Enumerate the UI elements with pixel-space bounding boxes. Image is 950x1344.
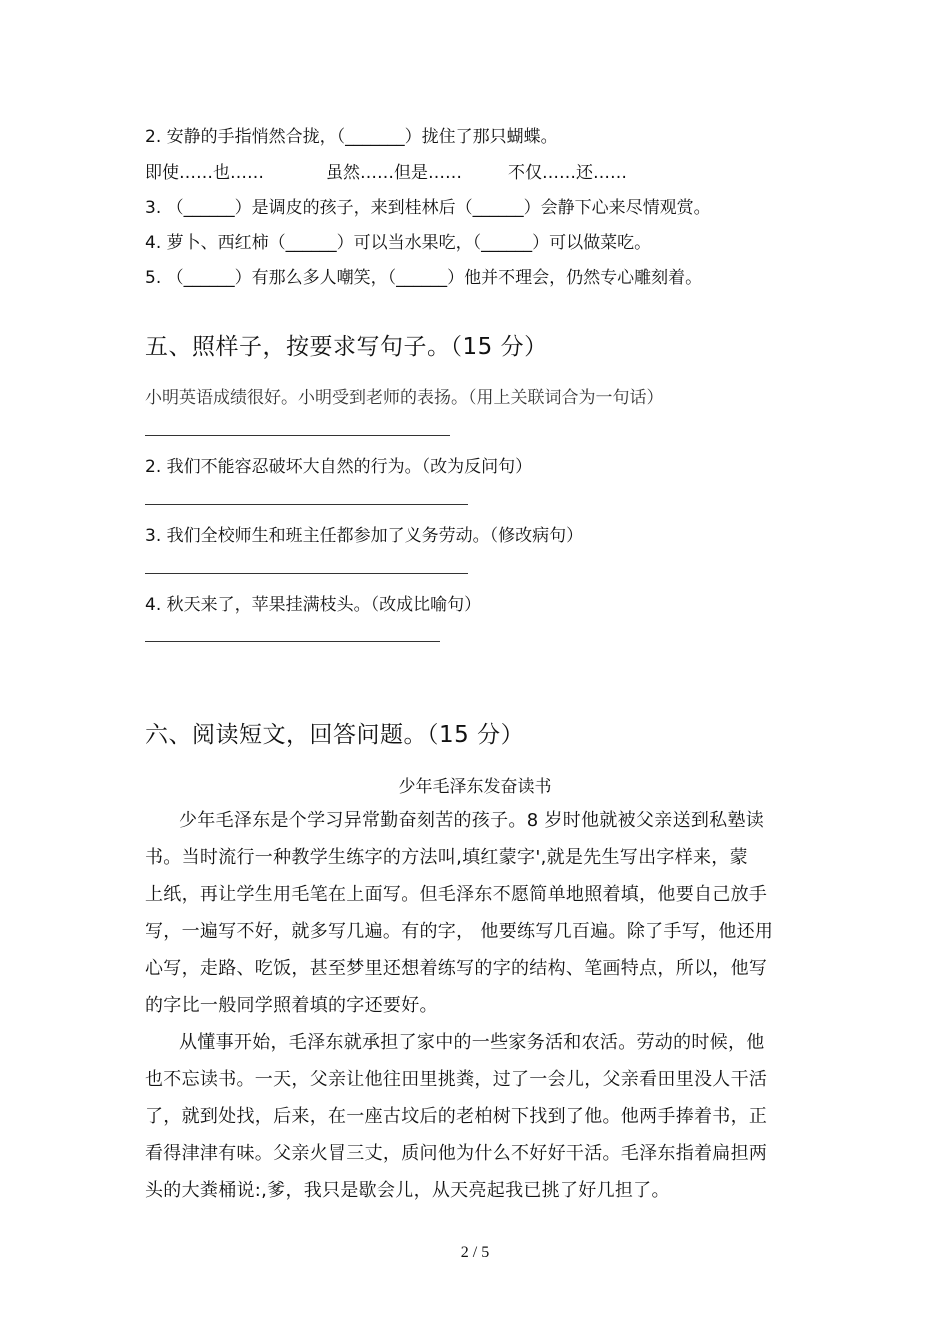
question-5-1: 小明英语成绩很好。小明受到老师的表扬。（用上关联词合为一句话） xyxy=(145,388,664,408)
conjunction-option-1: 即使……也…… xyxy=(145,163,264,183)
section-5-heading: 五、照样子，按要求写句子。（15 分） xyxy=(145,334,548,360)
article-line-7: 从懂事开始，毛泽东就承担了家中的一些家务活和农活。劳动的时候，他 xyxy=(179,1032,765,1053)
article-line-6: 的字比一般同学照着填的字还要好。 xyxy=(145,995,438,1016)
question-4-4: 4. 萝卜、西红柿（______）可以当水果吃，（______）可以做菜吃。 xyxy=(145,233,652,253)
conjunction-option-3: 不仅……还…… xyxy=(508,163,627,183)
page-number: 2 / 5 xyxy=(460,1244,490,1261)
article-line-5: 心写，走路、吃饭，甚至梦里还想着练写的字的结构、笔画特点，所以，他写 xyxy=(145,958,768,979)
article-line-2: 书。当时流行一种教学生练字的方法叫,填红蒙字',就是先生写出字样来，蒙 xyxy=(145,847,748,868)
question-4-5: 5. （______）有那么多人嘲笑，（______）他并不理会，仍然专心雕刻着。 xyxy=(145,268,703,288)
answer-line-5-2[interactable] xyxy=(145,504,468,505)
conjunction-option-2: 虽然……但是…… xyxy=(326,163,462,183)
article-line-10: 看得津津有味。父亲火冒三丈，质问他为什么不好好干活。毛泽东指着扁担两 xyxy=(145,1143,768,1164)
answer-line-5-3[interactable] xyxy=(145,573,468,574)
article-line-11: 头的大粪桶说:,爹，我只是歇会儿，从天亮起我已挑了好几担了。 xyxy=(145,1180,670,1201)
section-6-heading: 六、阅读短文，回答问题。（15 分） xyxy=(145,722,525,748)
question-4-3: 3. （______）是调皮的孩子，来到桂林后（______）会静下心来尽情观赏。 xyxy=(145,198,711,218)
question-5-2: 2. 我们不能容忍破坏大自然的行为。（改为反问句） xyxy=(145,457,533,477)
article-title: 少年毛泽东发奋读书 xyxy=(398,777,552,797)
article-line-3: 上纸，再让学生用毛笔在上面写。但毛泽东不愿简单地照着填，他要自己放手 xyxy=(145,884,768,905)
question-5-3: 3. 我们全校师生和班主任都参加了义务劳动。（修改病句） xyxy=(145,526,584,546)
article-line-4: 写，一遍写不好，就多写几遍。有的字， 他要练写几百遍。除了手写，他还用 xyxy=(145,921,774,942)
answer-line-5-4[interactable] xyxy=(145,641,440,642)
answer-line-5-1[interactable] xyxy=(145,435,450,436)
article-line-8: 也不忘读书。一天，父亲让他往田里挑粪，过了一会儿，父亲看田里没人干活 xyxy=(145,1069,768,1090)
article-line-1: 少年毛泽东是个学习异常勤奋刻苦的孩子。8 岁时他就被父亲送到私塾读 xyxy=(179,810,765,831)
question-5-4: 4. 秋天来了，苹果挂满枝头。（改成比喻句） xyxy=(145,595,482,615)
question-4-2: 2. 安静的手指悄然合拢，（_______）拢住了那只蝴蝶。 xyxy=(145,127,558,147)
article-line-9: 了，就到处找，后来，在一座古坟后的老柏树下找到了他。他两手捧着书，正 xyxy=(145,1106,768,1127)
